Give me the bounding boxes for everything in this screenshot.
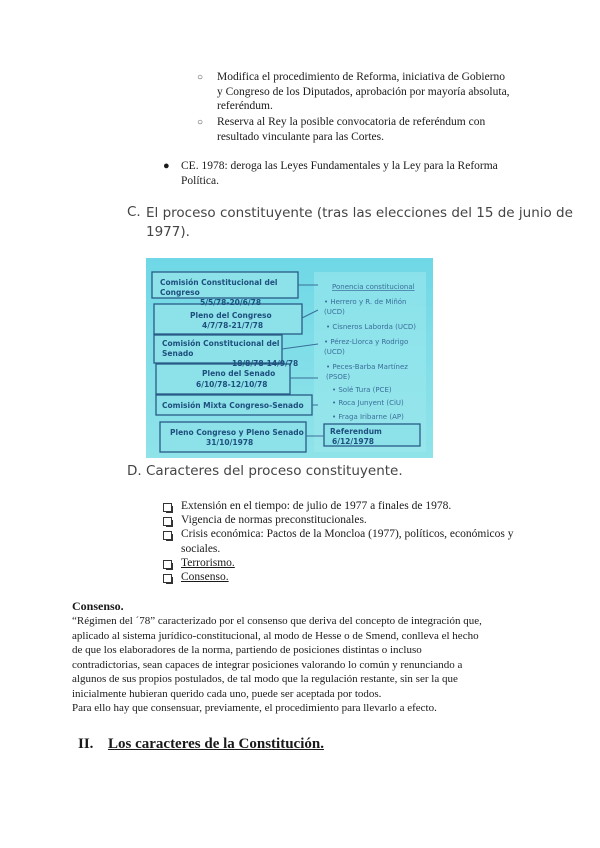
check-item-crisis: Crisis económica: Pactos de la Moncloa (1977), políticos, económicos y sociales. <box>181 528 514 555</box>
checkbox-icon <box>163 503 172 512</box>
comision-congreso-title2: Congreso <box>160 288 200 297</box>
arrow-3 <box>282 344 318 349</box>
sub-item-referendum: Reserva al Rey la posible convocatoria de referéndum con resultado vinculante para las Cortes. <box>217 116 486 143</box>
bullet-ce-1978: CE. 1978: deroga las Leyes Fundamentales y la Ley para la Reforma Política. <box>181 160 498 187</box>
comision-congreso-title1: Comisión Constitucional del <box>160 278 278 287</box>
section-ii-number: II. <box>78 736 94 752</box>
ponente-3a: • Pérez-Llorca y Rodrigo <box>324 338 409 346</box>
ponente-1b: (UCD) <box>324 308 345 316</box>
checkbox-icon <box>163 574 172 583</box>
ponente-3b: (UCD) <box>324 348 345 356</box>
comision-senado-title2: Senado <box>162 349 194 358</box>
ponente-4a: • Peces-Barba Martínez <box>326 363 408 371</box>
disc-bullet-icon: ● <box>163 160 170 172</box>
ponente-4b: (PSOE) <box>326 373 351 381</box>
referendum-title: Referendum <box>330 427 382 436</box>
sub-item-reforma: Modifica el procedimiento de Reforma, iniciativa de Gobierno y Congreso de los Diputados, aprobación por mayoría absoluta, referéndum. <box>217 71 510 112</box>
comision-senado-title1: Comisión Constitucional del <box>162 339 280 348</box>
section-d-letter: D. <box>127 463 142 479</box>
checkbox-icon <box>163 517 172 526</box>
comision-senado-date: 18/8/78-14/9/78 <box>232 359 299 368</box>
pleno-senado-title: Pleno del Senado <box>202 369 276 378</box>
pleno-congreso-title: Pleno del Congreso <box>190 311 272 320</box>
section-ii-title: Los caracteres de la Constitución. <box>108 736 324 752</box>
pleno-final-date: 31/10/1978 <box>206 438 254 447</box>
check-item-terrorismo: Terrorismo. <box>181 557 235 569</box>
ponente-6: • Roca Junyent (CiU) <box>332 399 404 407</box>
ponencia-title: Ponencia constitucional <box>332 283 415 291</box>
checkbox-icon <box>163 531 172 540</box>
circle-bullet-icon: ○ <box>197 117 204 128</box>
box-pleno-final <box>160 422 306 452</box>
referendum-date: 6/12/1978 <box>332 437 375 446</box>
constituent-process-diagram <box>146 258 433 458</box>
circle-bullet-icon: ○ <box>197 72 204 83</box>
consenso-heading: Consenso. <box>72 599 124 613</box>
section-d-title: Caracteres del proceso constituyente. <box>146 463 403 479</box>
section-c-title: El proceso constituyente (tras las elecciones del 15 de junio de 1977). <box>146 205 573 240</box>
pleno-congreso-date: 4/7/78-21/7/78 <box>202 321 264 330</box>
pleno-final-title: Pleno Congreso y Pleno Senado <box>170 428 304 437</box>
ponente-2: • Cisneros Laborda (UCD) <box>326 323 416 331</box>
ponente-7: • Fraga Iribarne (AP) <box>332 413 404 421</box>
comision-congreso-date: 5/5/78-20/6/78 <box>200 298 262 307</box>
check-item-vigencia: Vigencia de normas preconstitucionales. <box>181 514 367 526</box>
comision-mixta-title: Comisión Mixta Congreso-Senado <box>162 401 304 410</box>
ponente-5: • Solé Tura (PCE) <box>332 386 392 394</box>
checkbox-icon <box>163 560 172 569</box>
section-c-letter: C. <box>127 204 141 220</box>
ponente-1a: • Herrero y R. de Miñón <box>324 298 407 306</box>
check-item-consenso: Consenso. <box>181 571 229 583</box>
check-item-extension: Extensión en el tiempo: de julio de 1977 a finales de 1978. <box>181 500 452 512</box>
consenso-paragraph: “Régimen del ´78” caracterizado por el consenso que deriva del concepto de integración que, aplicado al sistema jurídico-constitucional, al modo de Hesse o de Smend, conlleva el hecho de que los elaboradores de la norma, partiendo de posiciones distintas o incluso contradictorias, sean capaces de integrar posiciones valorando lo común y renunciando a algunos de sus propios postulados, de tal modo que la regulación restante, sin ser la que inicialmente hubieran querido cada uno, puede ser aceptada por todos. Para ello hay que consensuar, previamente, el procedimiento para llevarlo a efecto. <box>72 615 482 714</box>
pleno-senado-date: 6/10/78-12/10/78 <box>196 380 268 389</box>
constituent-process-photo <box>146 258 433 458</box>
